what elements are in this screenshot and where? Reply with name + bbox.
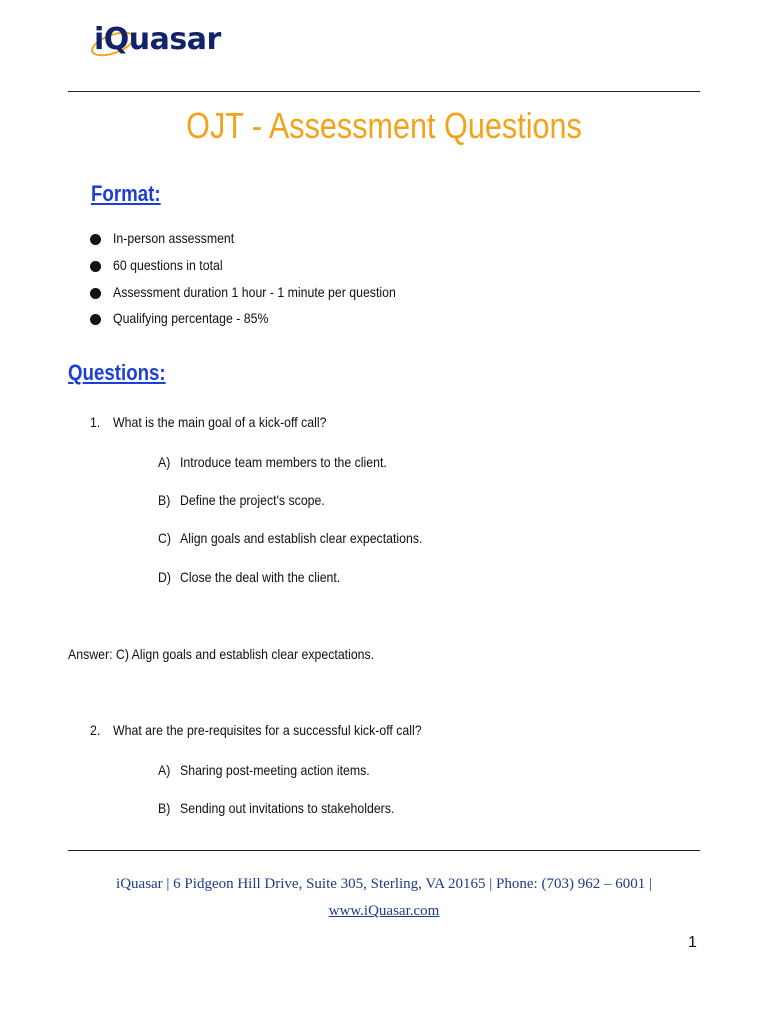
option-text: Close the deal with the client.	[180, 569, 341, 585]
option-letter: A)	[158, 762, 171, 778]
header-divider	[68, 91, 700, 92]
option-text: Align goals and establish clear expectations.	[180, 530, 423, 546]
footer-divider	[68, 850, 700, 851]
option-letter: A)	[158, 454, 171, 470]
question-2-text: What are the pre-requisites for a successful kick-off call?	[113, 722, 422, 738]
website-link[interactable]: www.iQuasar.com	[328, 903, 440, 919]
logo-letters-quasar: Quasar	[103, 22, 221, 57]
format-bullet-3: Assessment duration 1 hour - 1 minute per question	[113, 284, 396, 300]
document-title: OJT - Assessment Questions	[186, 105, 582, 146]
logo-wordmark	[94, 20, 221, 60]
bullet-dot	[90, 261, 101, 272]
format-bullet-1: In-person assessment	[113, 230, 235, 246]
bullet-dot	[90, 288, 101, 299]
option-letter: B)	[158, 800, 171, 816]
bullet-dot	[90, 234, 101, 245]
question-2-number: 2.	[90, 722, 101, 738]
question-1-answer: Answer: C) Align goals and establish clear expectations.	[68, 646, 375, 662]
footer-address: iQuasar | 6 Pidgeon Hill Drive, Suite 305, Sterling, VA 20165 | Phone: (703) 962 – 6001 |	[116, 876, 652, 892]
company-logo	[88, 16, 238, 64]
bullet-dot	[90, 314, 101, 325]
format-heading: Format:	[91, 181, 161, 206]
option-letter: D)	[158, 569, 172, 585]
option-letter: C)	[158, 530, 172, 546]
page-number: 1	[688, 934, 697, 951]
question-1-number: 1.	[90, 414, 101, 430]
format-bullet-4: Qualifying percentage - 85%	[113, 310, 269, 326]
option-text: Define the project's scope.	[180, 492, 325, 508]
option-letter: B)	[158, 492, 171, 508]
option-text: Introduce team members to the client.	[180, 454, 387, 470]
questions-heading: Questions:	[68, 360, 166, 385]
option-text: Sending out invitations to stakeholders.	[180, 800, 395, 816]
option-text: Sharing post-meeting action items.	[180, 762, 370, 778]
logo-letter-i: i	[94, 22, 104, 57]
question-1-text: What is the main goal of a kick-off call?	[113, 414, 327, 430]
format-bullet-2: 60 questions in total	[113, 257, 223, 273]
